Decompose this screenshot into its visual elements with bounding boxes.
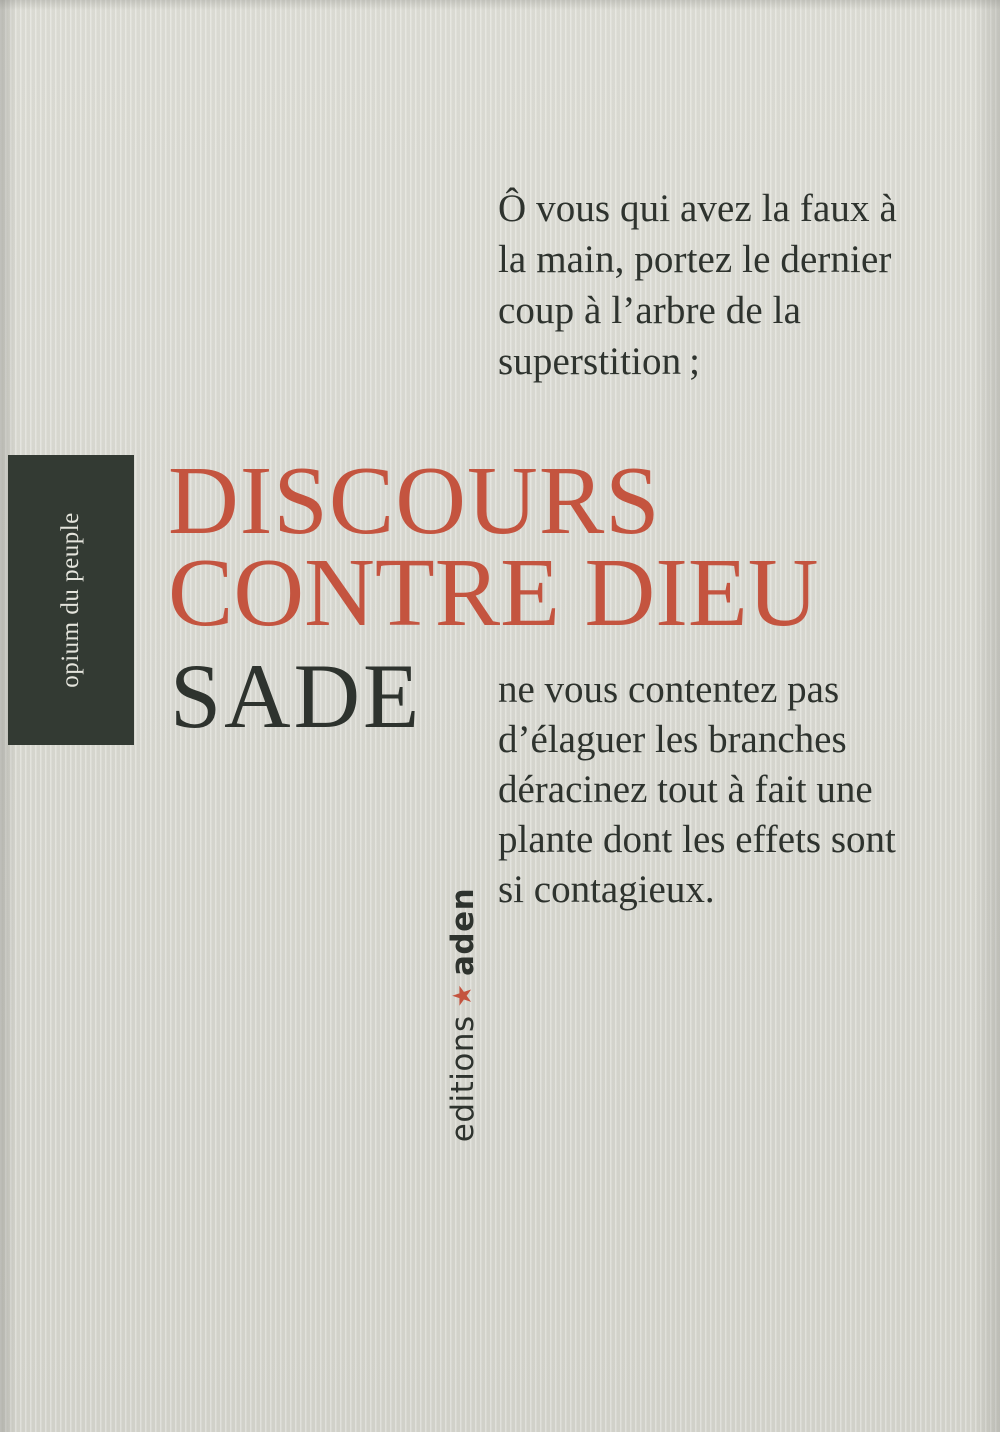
star-icon: ★ — [448, 984, 478, 1008]
page-edge-shading-right — [974, 0, 1000, 1432]
publisher-word-aden: aden — [445, 887, 481, 976]
book-title — [168, 447, 978, 647]
title-line-1: DISCOURS — [168, 447, 661, 555]
author-name: SADE — [170, 645, 423, 747]
series-label: opium du peuple — [57, 512, 84, 688]
epigraph-top: Ô vous qui avez la faux à la main, portez le dernier coup à l’arbre de la superstition ; — [498, 187, 897, 383]
series-badge — [8, 455, 134, 745]
page-edge-shading-top — [0, 0, 1000, 10]
title-line-2: CONTRE DIEU — [168, 539, 819, 647]
publisher-word-editions: editions — [445, 1015, 481, 1143]
epigraph-bottom: ne vous contentez pas d’élaguer les branches déracinez tout à fait une plante dont les effets sont si contagieux. — [498, 668, 896, 911]
publisher-logo — [408, 887, 518, 1143]
